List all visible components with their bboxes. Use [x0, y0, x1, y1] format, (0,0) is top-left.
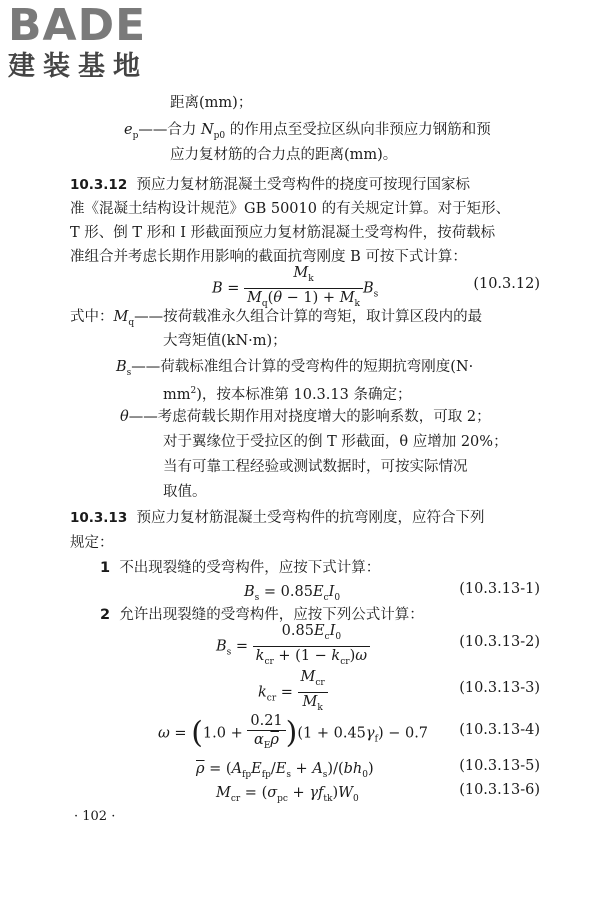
eq-number-10-3-12: (10.3.12) [473, 276, 540, 292]
where-mq-line1: 式中：$M_q——$按荷载准永久组合计算的弯矩，取计算区段内的最 [70, 309, 483, 328]
clause-10-3-13-line1: 10.3.13 预应力复材筋混凝土受弯构件的抗弯刚度，应符合下列 [70, 510, 485, 526]
where-mq-line2: 大弯矩值(kN·m)； [163, 333, 287, 349]
eq-number-10-3-13-6: (10.3.13-6) [459, 782, 540, 798]
logo-subtitle: 建装基地 [8, 51, 148, 82]
item-2: 2 允许出现裂缝的受弯构件，应按下列公式计算： [100, 607, 424, 623]
ep-symbol: e [124, 122, 133, 138]
clause-10-3-12-line4: 准组合并考虑长期作用影响的截面抗弯刚度 B 可按下式计算： [70, 249, 467, 265]
intro-line-2 [124, 119, 491, 147]
clause-number: 10.3.13 [70, 510, 128, 526]
np-subscript: p0 [213, 130, 226, 141]
where-theta-line2: 对于翼缘位于受拉区的倒 T 形截面，θ 应增加 20%； [163, 434, 508, 450]
where-theta-line4: 取值。 [163, 484, 207, 500]
clause-10-3-13-line2: 规定： [70, 535, 114, 551]
equation-10-3-13-1: $B_s = 0.85E_cI_0$ [244, 584, 341, 603]
where-bs-line1: $B_s——$荷载标准组合计算的受弯构件的短期抗弯刚度(N· [116, 359, 474, 378]
logo-wordmark: BADE [8, 0, 147, 51]
eq-number-10-3-13-2: (10.3.13-2) [459, 634, 540, 650]
clause-number: 10.3.12 [70, 177, 128, 193]
where-theta-line1: θ——考虑荷载长期作用对挠度增大的影响系数，可取 2； [120, 409, 491, 425]
ep-text-b: 的作用点至受拉区纵向非预应力钢筋和预 [225, 122, 491, 138]
page-number: · 102 · [74, 809, 116, 824]
ep-text-a: ——合力 [138, 122, 201, 138]
equation-10-3-13-3: $k_{cr}$ = $\frac{M_{cr}}{M_k}$ [258, 668, 328, 717]
eq-number-10-3-13-5: (10.3.13-5) [459, 758, 540, 774]
equation-10-3-13-4: ω = (1.0 + $\frac{0.21}{\alpha_E\overline{\rho}}$ )$(1 + 0.45\gamma_f) - 0.7$ [158, 713, 429, 751]
item-1: 1 不出现裂缝的受弯构件，应按下式计算： [100, 560, 381, 576]
equation-10-3-13-2: $B_s$ = $\frac{0.85E_cI_0}{k_{cr} + (1 - k_{cr})\omega}$ [216, 622, 370, 671]
brand-logo [8, 0, 178, 86]
where-bs-line2: $mm^2$)，按本标准第 10.3.13 条确定； [163, 386, 412, 403]
eq-number-10-3-13-1: (10.3.13-1) [459, 581, 540, 597]
eq-number-10-3-13-4: (10.3.13-4) [459, 722, 540, 738]
eq-number-10-3-13-3: (10.3.13-3) [459, 680, 540, 696]
clause-10-3-12-line3: T 形、倒 T 形和 I 形截面预应力复材筋混凝土受弯构件，按荷载标 [70, 225, 496, 241]
ep-subscript: p [132, 130, 139, 141]
np-symbol: N [200, 122, 214, 138]
where-theta-line3: 当有可靠工程经验或测试数据时，可按实际情况 [163, 459, 468, 475]
intro-line-3: 应力复材筋的合力点的距离(mm)。 [170, 147, 398, 163]
clause-10-3-12-line2: 准《混凝土结构设计规范》GB 50010 的有关规定计算。对于矩形、 [70, 201, 511, 217]
equation-10-3-13-6: $M_{cr} = (\sigma_{pc} + \gamma f_{tk})W_0$ [216, 785, 359, 804]
equation-10-3-13-5: $\overline{\rho} = (A_{fp}E_{fp}/E_s + A_s)/(bh_0)$ [196, 761, 374, 780]
clause-10-3-12-line1: 10.3.12 预应力复材筋混凝土受弯构件的挠度可按现行国家标 [70, 177, 470, 193]
intro-line-1: 距离(mm)； [170, 95, 253, 111]
equation-10-3-12: B = $\frac{M_k}{M_q(\theta - 1) + M_k}$ $B_s$ [212, 265, 379, 309]
